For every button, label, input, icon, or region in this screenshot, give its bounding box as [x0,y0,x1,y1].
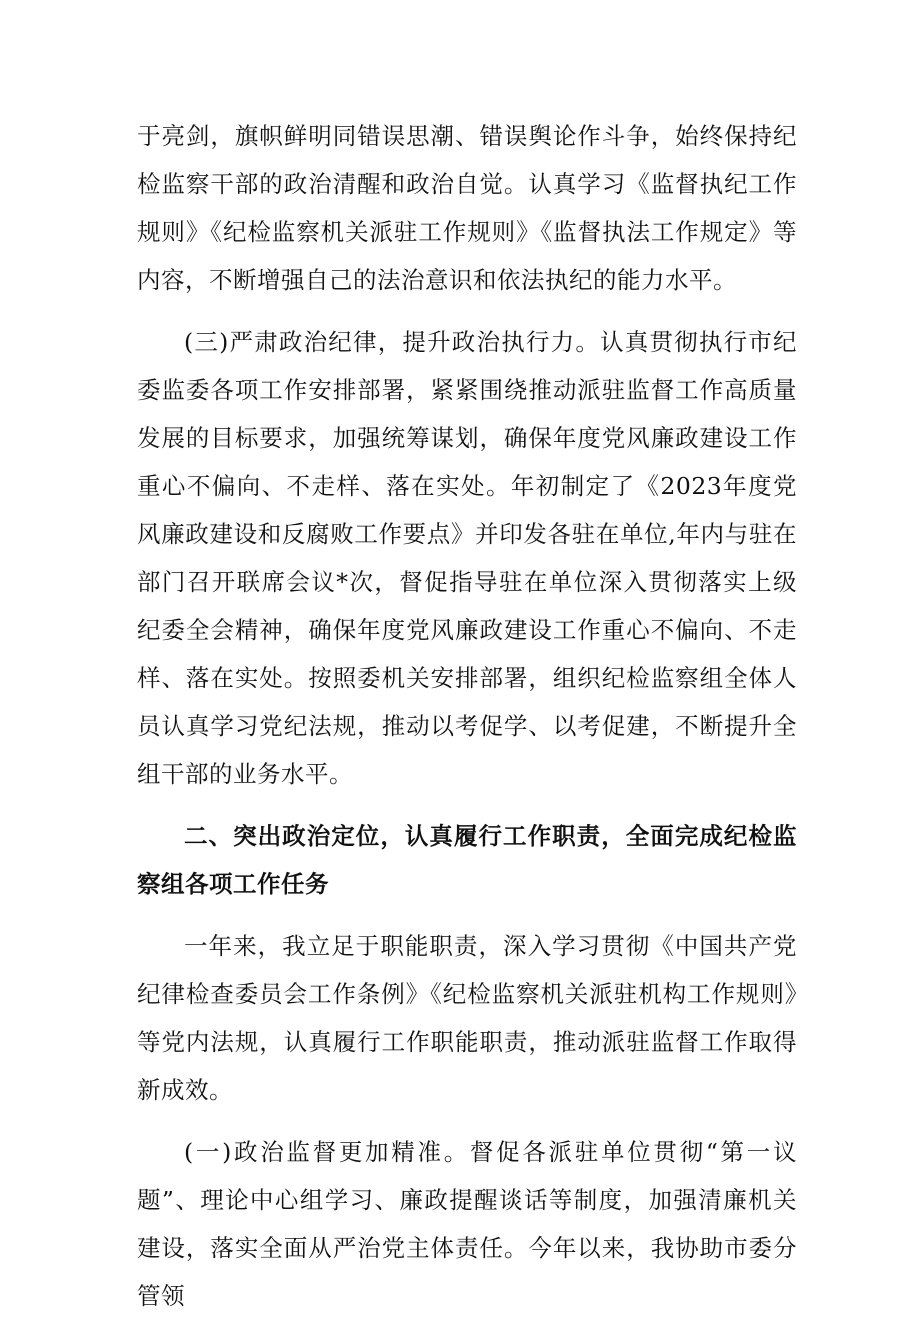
section-heading-two: 二、突出政治定位，认真履行工作职责，全面完成纪检监察组各项工作任务 [137,822,797,898]
paragraph-political-supervision: (一)政治监督更加精准。督促各派驻单位贯彻“第一议题”、理论中心组学习、廉政提醒谈话等制度，加强清廉机关建设，落实全面从严治党主体责任。今年以来，我协助市委分管领 [137,1138,797,1310]
paragraph-continuation: 于亮剑，旗帜鲜明同错误思潮、错误舆论作斗争，始终保持纪检监察干部的政治清醒和政治自觉。认真学习《监督执纪工作规则》《纪检监察机关派驻工作规则》《监督执法工作规定》等内容，不断增强自己的法治意识和依法执纪的能力水平。 [137,122,797,294]
document-page [137,112,797,1320]
paragraph-political-discipline: (三)严肃政治纪律，提升政治执行力。认真贯彻执行市纪委监委各项工作安排部署，紧紧围绕推动派驻监督工作高质量发展的目标要求，加强统筹谋划，确保年度党风廉政建设工作重心不偏向、不走样、落在实处。年初制定了《2023年度党风廉政建设和反腐败工作要点》并印发各驻在单位,年内与驻在部门召开联席会议*次，督促指导驻在单位深入贯彻落实上级纪委全会精神，确保年度党风廉政建设工作重心不偏向、不走样、落在实处。按照委机关安排部署，组织纪检监察组全体人员认真学习党纪法规，推动以考促学、以考促建，不断提升全组干部的业务水平。 [137,328,797,788]
paragraph-duties: 一年来，我立足于职能职责，深入学习贯彻《中国共产党纪律检查委员会工作条例》《纪检监察机关派驻机构工作规则》等党内法规，认真履行工作职能职责，推动派驻监督工作取得新成效。 [137,932,797,1104]
